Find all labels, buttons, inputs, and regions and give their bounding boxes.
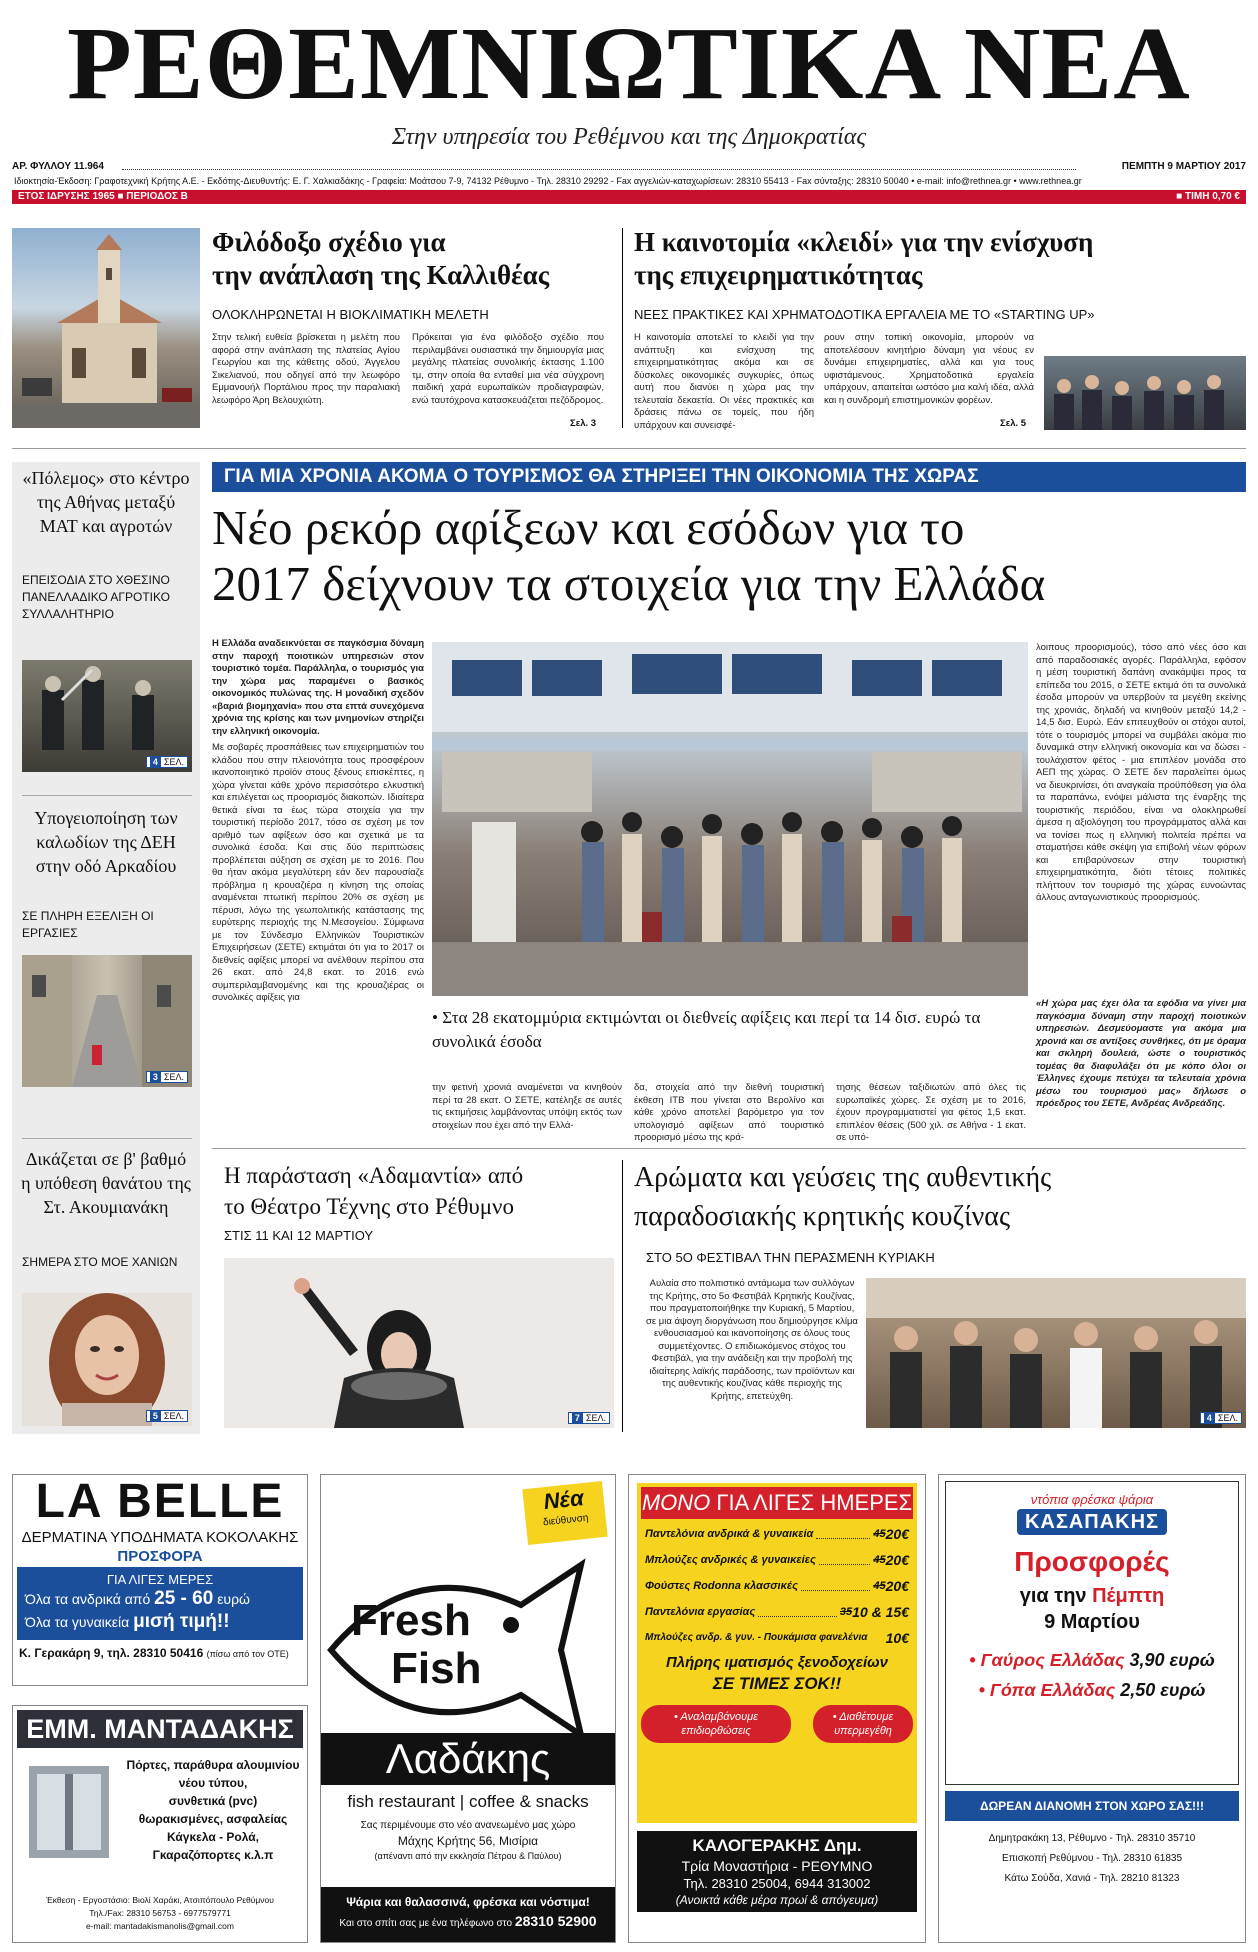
la-belle-men: Όλα τα ανδρικά από 25 - 60 ευρώ	[25, 1588, 250, 1609]
story-kallithea-col2: Πρόκειται για ένα φιλόδοξο σχέδιο που περιλαμβάνει ουσιαστικά την δημιουργία μιας μεγάλης πλατείας συνολικής έκτασης 1.100 τμ, στην οποία θα ενταθεί μια νέα σύγχρονη παιδική χαρά ευρωπαϊκών προδιαγραφών, ενώ ταυτόχρονα κατασκευάζεται πεζόδρομος.	[412, 332, 604, 406]
story-kallithea-title[interactable]: Φιλόδοξο σχέδιο για την ανάπλαση της Καλλιθέας	[212, 227, 550, 290]
sidebar-story-2-page[interactable]: 3 ΣΕΛ.	[146, 1071, 188, 1083]
kasapakis-logo: ΚΑΣΑΠΑΚΗΣ	[1017, 1509, 1167, 1535]
la-belle-address: Κ. Γερακάρη 9, τηλ. 28310 50416	[19, 1646, 204, 1660]
ad-mantadakis[interactable]: ΕΜΜ. ΜΑΝΤΑΔΑΚΗΣ Πόρτες, παράθυρα αλουμινίου νέου τύπου, συνθετικά (pvc) θωρακισμένες, ασφαλείας Κάγκελα - Ρολά, Γκαραζόπορτες κ.λ.π Έκθεση - Εργοστάσιο: Βιολί Χαράκι, Ατσιπόπουλο Ρεθύμνου Τηλ./Fax: 28310 56753 - 6977579771 e-mail: mantadakismanolis@gmail.com	[12, 1705, 308, 1943]
sidebar-story-2-title[interactable]: Υπογειοποίηση των καλωδίων της ΔΕΗ στην οδό Αρκαδίου	[34, 808, 178, 876]
main-story-title[interactable]: Νέο ρεκόρ αφίξεων και εσόδων για το 2017 δείχνουν τα στοιχεία για την Ελλάδα	[212, 500, 1046, 611]
crowd-icon	[866, 1278, 1246, 1428]
kalogerakis-sizes: • Διαθέτουμε υπερμεγέθη	[813, 1705, 913, 1743]
sidebar-divider	[22, 1138, 192, 1139]
masthead-title: ΡΕΘΕΜΝΙΩΤΙΚΑ ΝΕΑ	[67, 6, 1191, 121]
founded-text: ΕΤΟΣ ΙΔΡΥΣΗΣ 1965 ■ ΠΕΡΙΟΔΟΣ Β	[18, 191, 188, 202]
actress-icon	[224, 1258, 614, 1428]
street-icon	[22, 955, 192, 1087]
kalogerakis-repairs: • Αναλαμβάνουμε επιδιορθώσεις	[641, 1705, 791, 1743]
kasapakis-free-delivery: ΔΩΡΕΑΝ ΔΙΑΝΟΜΗ ΣΤΟΝ ΧΩΡΟ ΣΑΣ!!!	[945, 1791, 1239, 1821]
mantadakis-name: ΕΜΜ. ΜΑΝΤΑΔΑΚΗΣ	[17, 1710, 303, 1748]
kalogerakis-price-list	[641, 1519, 913, 1653]
story-adamantia-title[interactable]: Η παράσταση «Αδαμαντία» από το Θέατρο Τέχνης στο Ρέθυμνο	[224, 1163, 524, 1219]
portrait-icon	[22, 1293, 192, 1426]
main-photo-caption: • Στα 28 εκατομμύρια εκτιμώνται οι διεθνείς αφίξεις και περί τα 14 δισ. ευρώ τα συνολικά έσοδα	[432, 1008, 981, 1051]
festival-photo	[866, 1278, 1246, 1428]
sidebar-story-3-title[interactable]: Δικάζεται σε β' βαθμό η υπόθεση θανάτου της Στ. Ακουμιανάκη	[21, 1149, 191, 1217]
main-story-col2c: τησης θέσεων ταξιδιωτών από όλες τις ευρωπαϊκές χώρες. Σε σχέση με το 2016, έχουν προγραμματιστεί για φέτος 1,5 εκατ. επιπλέον θέσεις (500 χιλ. σε Αθήνα - 1 εκατ. σε υπό-	[836, 1082, 1026, 1143]
kalogerakis-only: ΜΟΝΟ	[641, 1490, 711, 1515]
seminar-photo	[1044, 356, 1246, 430]
airport-photo	[432, 642, 1028, 996]
column-divider	[622, 228, 623, 428]
theatre-photo	[224, 1258, 614, 1428]
ad-kasapakis[interactable]: ντόπια φρέσκα ψάρια ΚΑΣΑΠΑΚΗΣ Προσφορές για την Πέμπτη 9 Μαρτίου • Γαύρος Ελλάδας 3,90 ευρώ • Γόπα Ελλάδας 2,50 ευρώ ΔΩΡΕΑΝ ΔΙΑΝΟΜΗ ΣΤΟΝ ΧΩΡΟ ΣΑΣ!!! Δημητρακάκη 13, Ρέθυμνο - Τηλ. 28310 35710 Επισκοπή Ρεθύμνου - Τηλ. 28310 61835 Κάτω Σούδα, Χανιά - Τηλ. 28210 81323	[938, 1474, 1246, 1943]
airport-terminal-icon	[432, 642, 1028, 996]
portrait-photo	[22, 1293, 192, 1426]
sidebar-story-1-page[interactable]: 4 ΣΕΛ.	[146, 756, 188, 768]
main-story-col3: λοιπους προορισμούς), τόσο από νέες όσο και από παραδοσιακές αγορές. Παράλληλα, εφόσον η μέση τουριστική δαπάνη ανακάμψει προς τα επίπεδα του 2015, ο ΣΕΤΕ εκτιμά ότι τα συνολικά έσοδα μπορούν να υπερβούν τα μεγέθη εκείνης της χρονιάς, δηλαδή να κινηθούν μεταξύ 14,2 - 14,5 δισ. Ευρώ. Εάν επιτευχθούν οι στόχοι αυτοί, τότε ο τουρισμός μπορεί να συμβάλει ακόμα πιο δυναμικά στην ελληνική οικονομία και να δώσει - τουλάχιστον φέτος - μια επιπλέον μονάδα στο ΑΕΠ της χώρας. Ο ΣΕΤΕ δεν παραλείπει όμως να διευκρινίσει, ότι αναγκαία προϋπόθεση για όλα τα παραπάνω, ενόψει μάλιστα της έναρξης της τουριστικής περιόδου, είναι να ολοκληρωθεί άμεσα η αξιολόγηση του προγράμματος αλλά και να τονίσει πως η ελληνική πολιτεία πρέπει να σταματήσει κάθε σκέψη για επιβολή νέων φόρων και επιβαρύνσεων στην τουριστική επιχειρηματικότητα, διότι τέτοιες πολιτικές πλήττουν τον τουρισμό της χώρας ευνοώντας άλλους ανταγωνιστικούς προορισμούς.	[1036, 642, 1246, 903]
sidebar-story-3-kicker: ΣΗΜΕΡΑ ΣΤΟ ΜΟΕ ΧΑΝΙΩΝ	[22, 1255, 178, 1269]
main-story-col2a: την φετινή χρονιά αναμένεται να κινηθούν περί τα 28 εκατ. Ο ΣΕΤΕ, κατέληξε σε αυτές τις εκτιμήσεις λαμβάνοντας υπόψη εκτός των στοιχείων που έχει από την Ελλά-	[432, 1082, 622, 1131]
la-belle-offer: ΠΡΟΣΦΟΡΑ	[117, 1548, 203, 1565]
main-story-band: ΓΙΑ ΜΙΑ ΧΡΟΝΙΑ ΑΚΟΜΑ Ο ΤΟΥΡΙΣΜΟΣ ΘΑ ΣΤΗΡΙΞΕΙ ΤΗΝ ΟΙΚΟΝΟΜΙΑ ΤΗΣ ΧΩΡΑΣ	[212, 462, 1246, 492]
story-adamantia-kicker: ΣΤΙΣ 11 ΚΑΙ 12 ΜΑΡΤΙΟΥ	[224, 1228, 374, 1243]
story-cuisine-kicker: ΣΤΟ 5Ο ΦΕΣΤΙΒΑΛ ΤΗΝ ΠΕΡΑΣΜΕΝΗ ΚΥΡΙΑΚΗ	[646, 1250, 935, 1265]
ad-la-belle[interactable]: LA BELLE ΔΕΡΜΑΤΙΝΑ ΥΠΟΔΗΜΑΤΑ ΚΟΚΟΛΑΚΗΣ ΠΡΟΣΦΟΡΑ ΓΙΑ ΛΙΓΕΣ ΜΕΡΕΣ Όλα τα ανδρικά από 25 - 60 ευρώ Όλα τα γυναικεία μισή τιμή!! Κ. Γερακάρη 9, τηλ. 28310 50416 (πίσω από τον ΟΤΕ)	[12, 1474, 308, 1686]
fresh-fish-tagline: fish restaurant | coffee & snacks	[347, 1792, 589, 1811]
issue-date: ΠΕΜΠΤΗ 9 ΜΑΡΤΙΟΥ 2017	[1121, 161, 1246, 172]
fresh-word: Fresh	[351, 1596, 471, 1645]
kasapakis-branch: Επισκοπή Ρεθύμνου - Τηλ. 28310 61835	[1001, 1853, 1183, 1864]
kalogerakis-phone[interactable]: Τηλ. 28310 25004, 6944 313002	[683, 1876, 871, 1891]
masthead-slogan: Στην υπηρεσία του Ρεθέμνου και της Δημοκρατίας	[391, 124, 867, 150]
kalogerakis-name: ΚΑΛΟΓΕΡΑΚΗΣ Δημ.	[692, 1836, 862, 1855]
la-belle-name: LA BELLE	[35, 1475, 285, 1528]
story-adamantia-page[interactable]: 7 ΣΕΛ.	[568, 1412, 610, 1424]
story-cuisine-title[interactable]: Αρώματα και γεύσεις της αυθεντικής παραδοσιακής κρητικής κουζίνας	[634, 1162, 1052, 1232]
church-icon	[12, 228, 200, 428]
story-kallithea-col1: Στην τελική ευθεία βρίσκεται η μελέτη που αφορά στην ανάπλαση της πλατείας Αγίου Γεωργίου και της κάθετης οδού, Άγγελου Σικελιανού, που οδηγεί από την λεωφόρο Εμμανουήλ Πορτάλιου προς την παραλιακή λεωφόρο Άρη Βελουχιώτη.	[212, 332, 400, 406]
ad-kalogerakis[interactable]: ΜΟΝΟ ΓΙΑ ΛΙΓΕΣ ΗΜΕΡΕΣ Παντελόνια ανδρικά & γυναικεία 45 20€ Μπλούζες ανδρικές & γυναικείες 45 20€ Φούστες Rodonna κλασσικές 45 20€ Παντελόνια εργασίας 35 10 & 15€ Μπλούζες ανδρ. & γυν. - Πουκάμισα φανελένια 10€ Πλήρης ιματισμός ξενοδοχείων ΣΕ ΤΙΜΕΣ ΣΟΚ!! • Αναλαμβάνουμε επιδιορθώσεις • Διαθέτουμε υπερμεγέθη ΚΑΛΟΓΕΡΑΚΗΣ Δημ. Τρία Μοναστήρια - ΡΕΘΥΜΝΟ Τηλ. 28310 25004, 6944 313002 (Ανοικτά κάθε μέρα πρωί & απόγευμα)	[628, 1474, 926, 1943]
kasapakis-date: 9 Μαρτίου	[1044, 1611, 1140, 1633]
kasapakis-offers: Προσφορές	[1014, 1546, 1170, 1577]
story-cuisine-page[interactable]: 4 ΣΕΛ.	[1200, 1412, 1242, 1424]
story-innovation-kicker: ΝΕΕΣ ΠΡΑΚΤΙΚΕΣ ΚΑΙ ΧΡΗΜΑΤΟΔΟΤΙΚΑ ΕΡΓΑΛΕΙΑ ΜΕ ΤΟ «STARTING UP»	[634, 307, 1095, 322]
issue-line	[12, 161, 1246, 173]
price-text: ■ ΤΙΜΗ 0,70 €	[1176, 191, 1240, 202]
story-kallithea-ref[interactable]: Σελ. 3	[570, 418, 597, 429]
price-row: Φούστες Rodonna κλασσικές 45 20€	[645, 1573, 909, 1599]
sidebar-story-2-kicker: ΣΕ ΠΛΗΡΗ ΕΞΕΛΙΞΗ ΟΙ ΕΡΓΑΣΙΕΣ	[22, 909, 154, 940]
story-cuisine-body: Αυλαία στο πολιτιστικό αντάμωμα των συλλόγων της Κρήτης, στο 5ο Φεστιβάλ Κρητικής Κουζίνας, που πραγματοποιήθηκε την Κυριακή, 5 Μαρτίου, σε μια άψογη διοργάνωση που δημιούργησε κλίμα ενθουσιασμού και ικανοποίησης σε όλους τους συμμετέχοντες. Ο επιδιωκόμενος στόχος του Φεστιβάλ, για την ανάδειξη και την προβολή της ιδιαίτερης λαϊκής παράδοσης, των προϊόντων και της αυθεντικής κουζίνας κάθε περιοχής της Κρήτης, επετεύχθη.	[646, 1278, 858, 1402]
story-innovation-col1: Η καινοτομία αποτελεί το κλειδί για την ανάπτυξη και ενίσχυση της επιχειρηματικότητας ακόμα και σε δύσκολες οικονομικές συγκυρίες, όπως αυτή που διανύει η χώρα μας την τελευταία δεκαετία. Οι νέες πρακτικές και δράσεις πάνω σε τομείς, που ήδη υπάρχουν και συνεισφέ-	[634, 332, 814, 431]
kalogerakis-hotel: Πλήρης ιματισμός ξενοδοχείων	[666, 1654, 888, 1671]
protest-photo	[22, 660, 192, 772]
la-belle-women: Όλα τα γυναικεία μισή τιμή!!	[25, 1611, 230, 1632]
kasapakis-branch: Κάτω Σούδα, Χανιά - Τηλ. 28210 81323	[1004, 1873, 1180, 1884]
founded-bar	[12, 190, 1246, 204]
ad-fresh-fish[interactable]: Νέα διεύθυνση Fresh Fish Λαδάκης fish restaurant | coffee & snacks Σας περιμένουμε στο νέο ανανεωμένο μας χώρο Μάχης Κρήτης 56, Μισίρια (απέναντι από την εκκλησία Πέτρου & Παύλου) Ψάρια και θαλασσινά, φρέσκα και νόστιμα! Και στο σπίτι σας με ένα τηλέφωνο στο 28310 52900	[320, 1474, 616, 1943]
sidebar-divider	[22, 795, 192, 796]
window-frame-icon	[19, 1756, 119, 1866]
church-photo	[12, 228, 200, 428]
main-story-col2b: δα, στοιχεία από την διεθνή τουριστική έκθεση ΙΤΒ που γίνεται στο Βερολίνο και κάθε χρόνο αποτελεί βαρόμετρο για τον υπολογισμό αφίξεων από τουριστικό προορισμό μέσω της κρά-	[634, 1082, 824, 1143]
kasapakis-top: ντόπια φρέσκα ψάρια	[1030, 1492, 1154, 1507]
sidebar-story-1-title[interactable]: «Πόλεμος» στο κέντρο της Αθήνας μεταξύ ΜΑΤ και αγροτών	[22, 468, 190, 536]
kalogerakis-shock: ΣΕ ΤΙΜΕΣ ΣΟΚ!!	[712, 1674, 842, 1693]
issue-number: ΑΡ. ΦΥΛΛΟΥ 11.964	[12, 161, 104, 172]
street-photo	[22, 955, 192, 1087]
sidebar-story-1-kicker: ΕΠΕΙΣΟΔΙΑ ΣΤΟ ΧΘΕΣΙΝΟ ΠΑΝΕΛΛΑΔΙΚΟ ΑΓΡΟΤΙΚΟ ΣΥΛΛΑΛΗΤΗΡΙΟ	[22, 573, 170, 621]
kasapakis-branch: Δημητρακάκη 13, Ρέθυμνο - Τηλ. 28310 35710	[988, 1833, 1196, 1844]
fish-word: Fish	[391, 1644, 482, 1693]
section-rule	[12, 448, 1246, 449]
main-story-lead: Η Ελλάδα αναδεικνύεται σε παγκόσμια δύναμη στην παροχή ποιοτικών υπηρεσιών στον τουριστικό τομέα. Παράλληλα, ο τουρισμός για την χώρα μας παραμένει ο βασικός οικονομικός πυλώνας της. Η μοναδική σχεδόν «βαριά βιομηχανία» που στα επτά συνεχόμενα χρόνια της κρίσης και των μνημονίων στηρίζει την ελληνική οικονομία.	[212, 638, 424, 737]
publisher-info: Ιδιοκτησία-Έκδοση: Γραφοτεχνική Κρήτης Α.Ε. - Εκδότης-Διευθυντής: Ε. Γ. Χαλκιαδάκης - Γραφεία: Μοάτσου 7-9, 74132 Ρέθυμνο - Τηλ. 28310 29292 - Fax αγγελιών-καταχωρίσεων: 28310 55413 - Fax σύνταξης: 28310 50040 • e-mail: info@rethnea.gr • www.rethnea.gr	[14, 176, 1082, 186]
story-kallithea-kicker: ΟΛΟΚΛΗΡΩΝΕΤΑΙ Η ΒΙΟΚΛΙΜΑΤΙΚΗ ΜΕΛΕΤΗ	[212, 307, 489, 322]
la-belle-sub: ΔΕΡΜΑΤΙΝΑ ΥΠΟΔΗΜΑΤΑ ΚΟΚΟΛΑΚΗΣ	[21, 1529, 299, 1546]
price-row: Παντελόνια ανδρικά & γυναικεία 45 20€	[645, 1521, 909, 1547]
la-belle-few: ΓΙΑ ΛΙΓΕΣ ΜΕΡΕΣ	[106, 1572, 214, 1587]
section-rule	[212, 1148, 1246, 1149]
sidebar-story-3-page[interactable]: 5 ΣΕΛ.	[146, 1410, 188, 1422]
audience-icon	[1044, 356, 1246, 430]
story-innovation-title[interactable]: Η καινοτομία «κλειδί» για την ενίσχυση της επιχειρηματικότητας	[634, 227, 1094, 290]
fresh-fish-badge: Νέα	[542, 1485, 585, 1515]
story-innovation-ref[interactable]: Σελ. 5	[1000, 418, 1027, 429]
story-innovation-col2: ρουν στην τοπική οικονομία, μπορούν να αποτελέσουν κινητήριο δύναμη για νέους εν δυνάμει επιχειρηματίες, αλλά και για τους υφιστάμενους. Χρηματοδοτικά εργαλεία υπάρχουν, απαιτείται ωστόσο μια καλή ιδέα, αλλά και η συνδρομή επιστημονικών φορέων.	[824, 332, 1034, 406]
fresh-fish-name: Λαδάκης	[321, 1733, 615, 1785]
fresh-fish-phone[interactable]: 28310 52900	[514, 1913, 597, 1929]
price-row: Μπλούζες ανδρ. & γυν. - Πουκάμισα φανελένια 10€	[645, 1630, 909, 1646]
column-divider	[622, 1160, 623, 1432]
price-row: Μπλούζες ανδρικές & γυναικείες 45 20€	[645, 1547, 909, 1573]
price-row: Παντελόνια εργασίας 35 10 & 15€	[645, 1599, 909, 1625]
main-story-quote: «Η χώρα μας έχει όλα τα εφόδια να γίνει μια παγκόσμια δύναμη στην παροχή ποιοτικών υπηρεσιών. Δεσμεύομαστε για ακόμα μια χρονιά και σε αντίξοες συνθήκες, ότι με όραμα και σκληρή δουλειά, ώστε ο τουριστικός τομέας θα διαφυλάξει ότι με κόπο όλοι οι Έλληνες έχουμε πετύχει τα τελευταία χρόνια μέσω του τουρισμού μας» δήλωσε ο πρόεδρος του ΣΕΤΕ, Ανδρέας Ανδρεάδης.	[1036, 998, 1246, 1109]
main-story-col1: Με σοβαρές προσπάθειες των επιχειρηματιών του κλάδου που στην πλειονότητα τους προσφέρουν ικανοποιητικό προϊόν στους ξένους επισκέπτες, η χώρα γίνεται κάθε χρόνο περισσότερο ελκυστική και επιλέγεται ως προορισμός διακοπών. Ιδιαίτερα θετικά είναι τα έως τώρα στοιχεία για την τουριστική περίοδο 2017, τόσο σε σχέση με τον αριθμό των αφίξεων όσο και σχετικά με τα συνολικά έσοδα. Και στις δύο περιπτώσεις προβλέπεται αύξηση σε σχέση με το 2016. Που θα ήταν ακόμα μεγαλύτερη εάν δεν παρουσίαζε πρόβλημα η κρουαζιέρα η κίνηση της οποίας αναμένεται πτωτική περίπου 20% σε σχέση με πέρυσι, λόγω της γεωπολιτικής κατάστασης της ευρύτερης περιοχής της Ν.Μεσογείου. Σύμφωνα με τον Σύνδεσμο Ελληνικών Τουριστικών Επιχειρήσεων (ΣΕΤΕ) εκτιμάται ότι για το 2017 οι διεθνείς αφίξεις μπορεί να ανέλθουν περίπου στα 26 εκατ. από 24,8 εκατ. το 2016 ενώ συμπεριλαμβανομένης και της κρουαζιέρας οι συνολικές αφίξεις για	[212, 742, 424, 1003]
